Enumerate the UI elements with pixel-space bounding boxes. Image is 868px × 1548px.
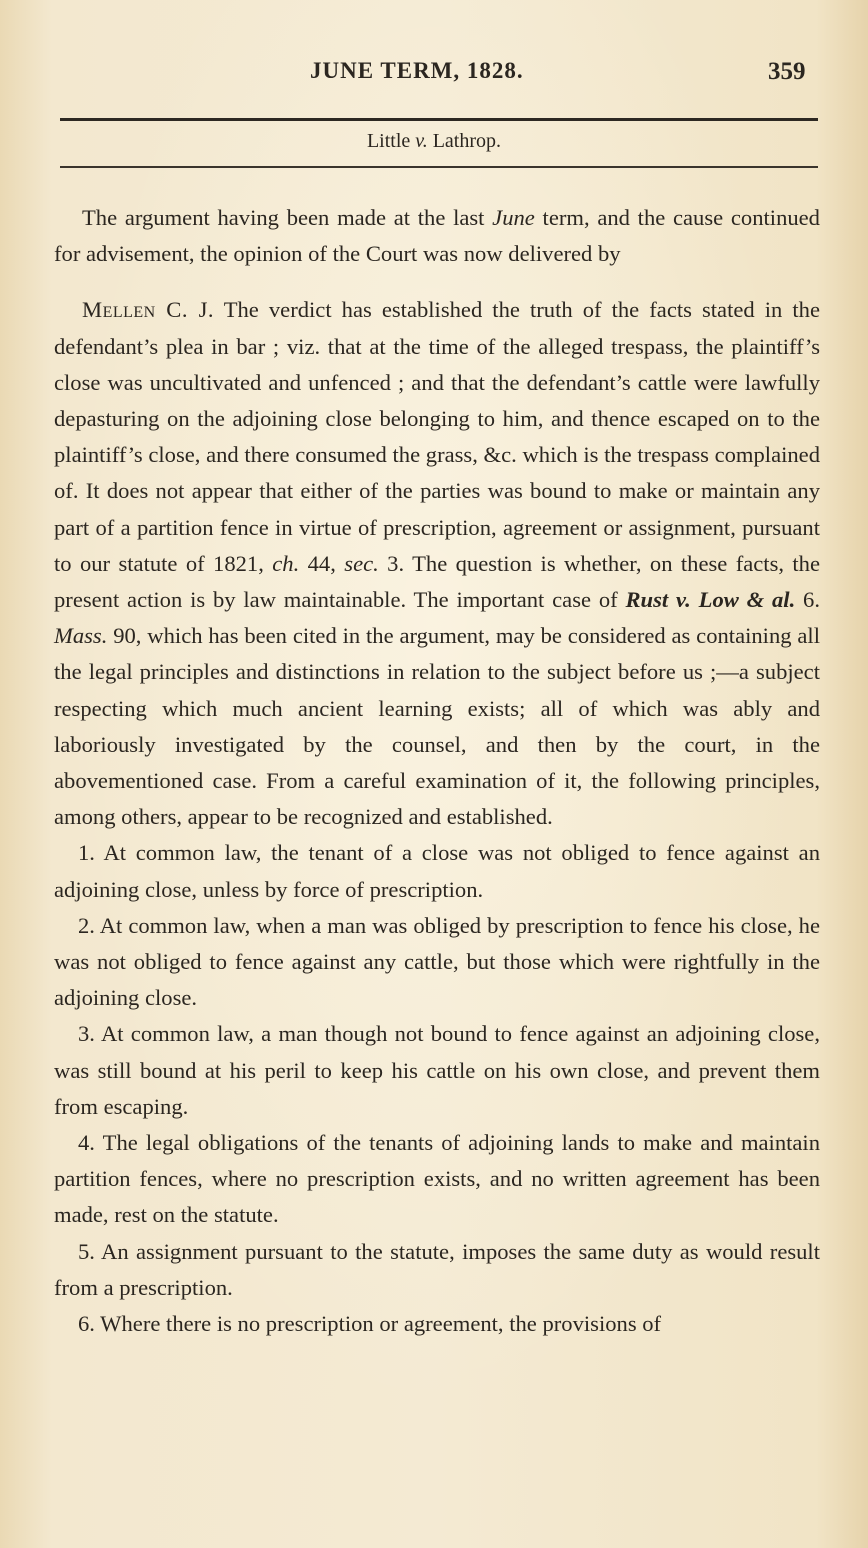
case-citation: Rust v. Low & al.	[625, 587, 796, 613]
case-title	[0, 130, 868, 153]
judge-name: Mellen C. J.	[82, 297, 215, 323]
running-head	[0, 58, 868, 94]
intro-paragraph	[54, 200, 820, 272]
opinion-paragraph	[54, 292, 820, 835]
principle-4: 4. The legal obligations of the tenants of adjoining lands to make and maintain partition fences, where no prescription exists, and no written agreement has been made, rest on the statute.	[54, 1130, 820, 1228]
opinion-sec: sec.	[344, 550, 379, 576]
running-title: JUNE TERM, 1828.	[310, 58, 524, 83]
opinion-text-1: The verdict has established the truth of the facts stated in the defendant’s plea in bar ; viz. that at the time of the alleged trespass, the plaintiff’s close was uncultivated and unfenced ; and that the defendant’s cattle were lawfully depasturing on the adjoining close belonging to him, and thence escaped on to the plaintiff’s close, and there consumed the grass, &c. which is the trespass complained of. It does not appear that either of the parties was bound to make or maintain any part of a partition fence in virtue of prescription, agreement or assignment, pursuant to our statute of 1821,	[54, 297, 820, 576]
principle-5: 5. An assignment pursuant to the statute, imposes the same duty as would result from a prescription.	[54, 1238, 820, 1300]
intro-june: June	[492, 205, 535, 230]
opinion-ch: ch.	[272, 550, 300, 576]
case-title-right: Lathrop.	[432, 130, 502, 152]
opinion-mass: Mass.	[54, 623, 108, 649]
principle-3: 3. At common law, a man though not bound to fence against an adjoining close, was still bound at his peril to keep his cattle on his own close, and prevent them from escaping.	[54, 1021, 820, 1119]
principle-2: 2. At common law, when a man was obliged by prescription to fence his close, he was not obliged to fence against any cattle, but those which were rightfully in the adjoining close.	[54, 912, 820, 1011]
opinion-text-5: 90, which has been cited in the argument, may be considered as containing all the legal principles and distinctions in relation to the subject before us ;—a subject respecting which much ancient learning exists; all of which was ably and laboriously investigated by the counsel, and then by the court, in the abovementioned case. From a careful examination of it, the following principles, among others, appear to be recognized and established.	[54, 623, 820, 830]
principle-6: 6. Where there is no prescription or agreement, the provisions of	[78, 1311, 662, 1337]
intro-text-2: term, and the cause continued for advisement, the opinion of the Court was now delivered by	[54, 205, 820, 267]
header-rule-bottom	[60, 166, 818, 168]
opinion-text-4: 6.	[795, 587, 820, 613]
header-rule-top	[60, 118, 818, 121]
intro-text-1: The argument having been made at the last	[82, 205, 493, 230]
case-title-v: v.	[415, 130, 428, 152]
principle-1: 1. At common law, the tenant of a close was not obliged to fence against an adjoining close, unless by force of prescription.	[54, 840, 820, 902]
opinion-text-3: 3. The question is whether, on these facts, the present action is by law maintainable. The important case of	[54, 550, 820, 613]
page-number: 359	[768, 58, 806, 85]
opinion-text-2: 44,	[299, 550, 345, 576]
paragraph-gap	[54, 272, 820, 292]
body-text	[54, 200, 820, 1342]
case-title-left: Little	[366, 130, 411, 152]
